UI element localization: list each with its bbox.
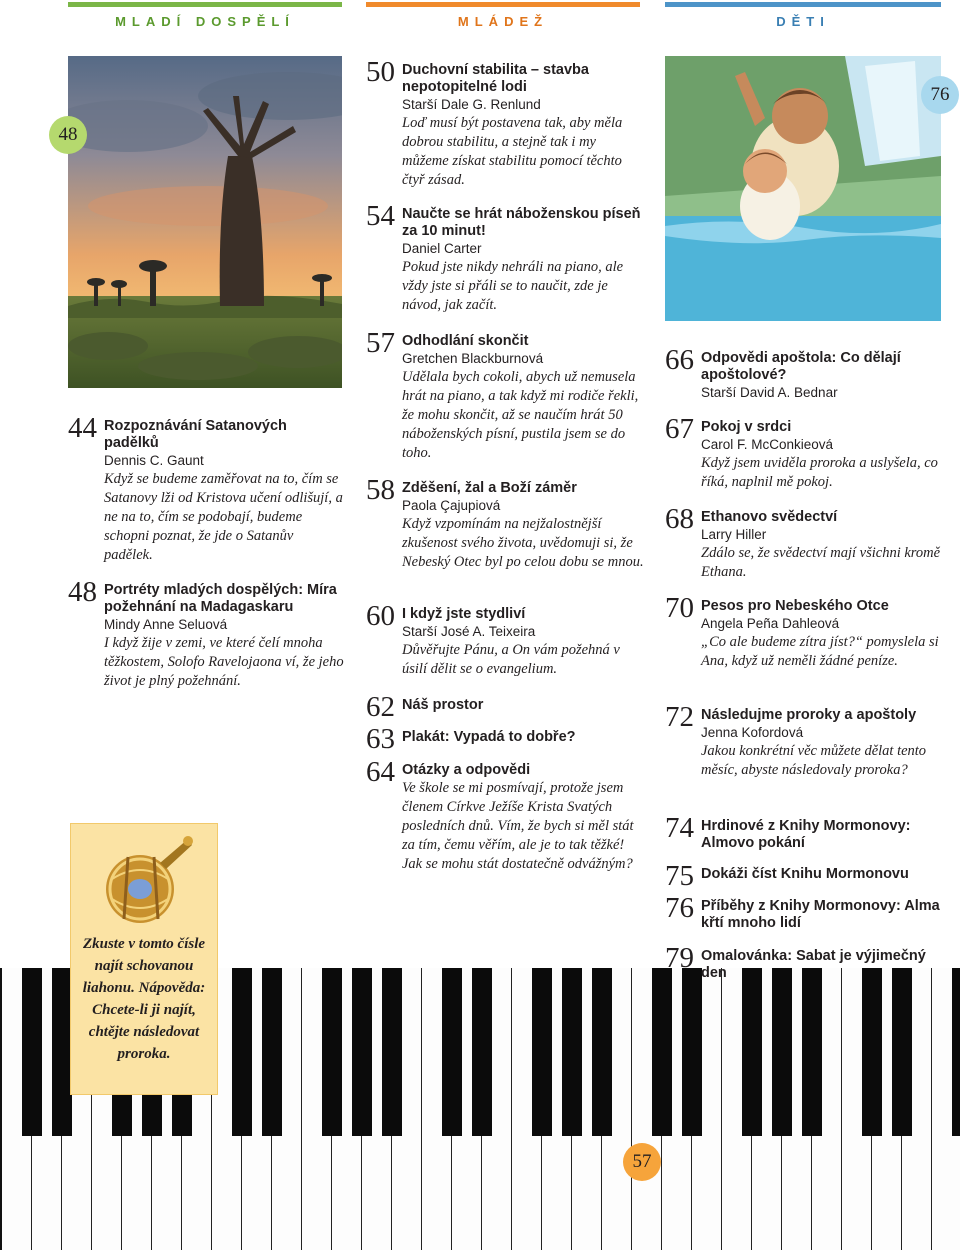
- toc-entry[interactable]: [366, 691, 646, 723]
- section-label-adults: MLADÍ DOSPĚLÍ: [115, 14, 295, 29]
- baobab-sunset-photo: [68, 56, 342, 388]
- page-number: 54: [366, 200, 395, 232]
- article-title: Naučte se hrát náboženskou píseň za 10 minut!: [402, 206, 641, 239]
- article-author: Larry Hiller: [701, 527, 767, 542]
- section-label-children: DĚTI: [776, 14, 830, 29]
- piano-black-key: [52, 968, 72, 1136]
- hint-text: Zkuste v tomto čísle najít schovanou liahonu. Nápověda: Chcete-li ji najít, chtějte následovat proroka.: [82, 936, 206, 1062]
- article-title: Duchovní stabilita – stavba nepotopitelné lodi: [402, 62, 589, 95]
- article-author: Angela Peña Dahleová: [701, 616, 840, 631]
- liahona-hint-box: [70, 823, 218, 1095]
- piano-black-key: [952, 968, 960, 1136]
- piano-black-key: [892, 968, 912, 1136]
- article-title: Omalovánka: Sabat je výjimečný den: [701, 948, 926, 981]
- article-title: Následujme proroky a apoštoly: [701, 707, 917, 723]
- section-label-youth: MLÁDEŽ: [457, 14, 549, 29]
- piano-black-key: [22, 968, 42, 1136]
- article-description: Ve škole se mi posmívají, protože jsem členem Církve Ježíše Krista Svatých posledních dnů. Vím, že bych si měl stát za tím, čemu věřím, ale je to tak těžké! Jak se mohu stát dostatečně odvážným?: [402, 780, 634, 872]
- piano-black-key: [472, 968, 492, 1136]
- toc-entry[interactable]: [665, 592, 941, 671]
- article-description: Zdálo se, že svědectví mají všichni kromě Ethana.: [701, 545, 941, 580]
- piano-black-key: [652, 968, 672, 1136]
- piano-black-key: [382, 968, 402, 1136]
- piano-black-key: [562, 968, 582, 1136]
- page-badge-bottom: 57: [623, 1143, 661, 1181]
- article-author: Starší Dale G. Renlund: [402, 97, 541, 112]
- article-description: Loď musí být postavena tak, aby měla dobrou stabilitu, a stejně tak i my můžeme získat stabilitu pomocí těchto čtyř zásad.: [402, 115, 623, 188]
- toc-entry[interactable]: [665, 812, 941, 852]
- piano-black-key: [742, 968, 762, 1136]
- section-bar-children: [665, 2, 941, 7]
- piano-black-key: [442, 968, 462, 1136]
- piano-black-key: [802, 968, 822, 1136]
- toc-entry[interactable]: [366, 600, 646, 679]
- toc-entry[interactable]: [366, 200, 646, 315]
- page-badge-left: 48: [49, 116, 87, 154]
- article-title: Rozpoznávání Satanových padělků: [104, 418, 287, 451]
- toc-entry[interactable]: [665, 892, 941, 932]
- page-number: 57: [366, 327, 395, 359]
- toc-entry[interactable]: [366, 56, 646, 190]
- piano-black-key: [262, 968, 282, 1136]
- piano-black-key: [352, 968, 372, 1136]
- page-number: 63: [366, 723, 395, 755]
- piano-black-key: [592, 968, 612, 1136]
- article-author: Starší José A. Teixeira: [402, 624, 536, 639]
- article-title: Portréty mladých dospělých: Míra požehnání na Madagaskaru: [104, 582, 337, 615]
- piano-black-key: [682, 968, 702, 1136]
- article-description: Když jsem uviděla proroka a uslyšela, co říká, naplnil mě pokoj.: [701, 455, 938, 490]
- piano-black-key: [532, 968, 552, 1136]
- baptism-illustration: [665, 56, 941, 321]
- page-number: 64: [366, 756, 395, 788]
- page-number: 62: [366, 691, 395, 723]
- piano-black-key: [232, 968, 252, 1136]
- piano-black-key: [322, 968, 342, 1136]
- page-number: 48: [68, 576, 97, 608]
- article-title: Otázky a odpovědi: [402, 762, 531, 778]
- article-author: Starší David A. Bednar: [701, 385, 838, 400]
- page-number: 74: [665, 812, 694, 844]
- toc-entry[interactable]: [665, 942, 941, 982]
- article-title: Zděšení, žal a Boží záměr: [402, 480, 577, 496]
- toc-entry[interactable]: [665, 860, 941, 892]
- article-author: Gretchen Blackburnová: [402, 351, 544, 366]
- article-title: Příběhy z Knihy Mormonovy: Alma křtí mnoho lidí: [701, 898, 940, 931]
- article-description: Když vzpomínám na nejžalostnější zkušenost svého života, uvědomuji si, že Nebeský Otec byl po celou dobu se mnou.: [402, 516, 644, 570]
- page-number: 60: [366, 600, 395, 632]
- article-title: Plakát: Vypadá to dobře?: [402, 729, 576, 745]
- article-title: Hrdinové z Knihy Mormonovy: Almovo pokání: [701, 818, 911, 851]
- page-number: 67: [665, 413, 694, 445]
- toc-entry[interactable]: [68, 576, 344, 691]
- article-author: Dennis C. Gaunt: [104, 453, 204, 468]
- toc-entry[interactable]: [665, 413, 941, 492]
- page-number: 76: [665, 892, 694, 924]
- article-author: Daniel Carter: [402, 241, 482, 256]
- article-description: Pokud jste nikdy nehráli na piano, ale vždy jste si přáli se to naučit, zde je návod, jak začít.: [402, 259, 624, 313]
- article-author: Jenna Kofordová: [701, 725, 804, 740]
- page-number: 72: [665, 701, 694, 733]
- page-number: 79: [665, 942, 694, 974]
- article-title: Pesos pro Nebeského Otce: [701, 598, 889, 614]
- article-title: Dokáži číst Knihu Mormonovu: [701, 866, 909, 882]
- toc-entry[interactable]: [665, 701, 941, 780]
- page-number: 58: [366, 474, 395, 506]
- toc-entry[interactable]: [665, 344, 941, 402]
- toc-entry[interactable]: [68, 412, 344, 565]
- article-title: Ethanovo svědectví: [701, 509, 838, 525]
- article-description: Když se budeme zaměřovat na to, čím se Satanovy lži od Kristova učení odlišují, a ne na to, čím se podobají, budeme schopni poznat, že jde o Satanův padělek.: [104, 471, 343, 563]
- page-number: 70: [665, 592, 694, 624]
- page-number: 66: [665, 344, 694, 376]
- page-number: 75: [665, 860, 694, 892]
- piano-black-key: [772, 968, 792, 1136]
- article-title: Odhodlání skončit: [402, 333, 529, 349]
- toc-entry[interactable]: [366, 756, 646, 874]
- toc-entry[interactable]: [366, 474, 646, 572]
- article-title: Odpovědi apoštola: Co dělají apoštolové?: [701, 350, 901, 383]
- article-author: Carol F. McConkieová: [701, 437, 834, 452]
- page-badge-right: 76: [921, 76, 959, 114]
- section-bar-youth: [366, 2, 640, 7]
- article-description: I když žije v zemi, ve které čelí mnoha těžkostem, Solofo Ravelojaona ví, že jeho život je plný požehnání.: [104, 635, 344, 689]
- page-number: 44: [68, 412, 97, 444]
- piano-black-key: [862, 968, 882, 1136]
- section-bar-adults: [68, 2, 342, 7]
- article-author: Mindy Anne Seluová: [104, 617, 228, 632]
- toc-entry[interactable]: [366, 327, 646, 463]
- toc-entry[interactable]: [366, 723, 646, 755]
- article-title: I když jste stydliví: [402, 606, 526, 622]
- article-description: Jakou konkrétní věc můžete dělat tento měsíc, abyste následovaly proroka?: [701, 743, 927, 778]
- liahona-icon: [88, 831, 200, 931]
- article-title: Náš prostor: [402, 697, 484, 713]
- article-description: Důvěřujte Pánu, a On vám požehná v úsilí dělit se o evangelium.: [402, 642, 620, 677]
- article-description: Udělala bych cokoli, abych už nemusela hrát na piano, a tak když mi rodiče řekli, že mohu skončit, až se naučím hrát 50 náboženských písní, pustila jsem se do toho.: [402, 369, 639, 461]
- page-number: 68: [665, 503, 694, 535]
- article-description: „Co ale budeme zítra jíst?“ pomyslela si Ana, když už neměli žádné peníze.: [701, 634, 939, 669]
- article-title: Pokoj v srdci: [701, 419, 792, 435]
- article-author: Paola Çajupiová: [402, 498, 501, 513]
- page-number: 50: [366, 56, 395, 88]
- toc-entry[interactable]: [665, 503, 941, 582]
